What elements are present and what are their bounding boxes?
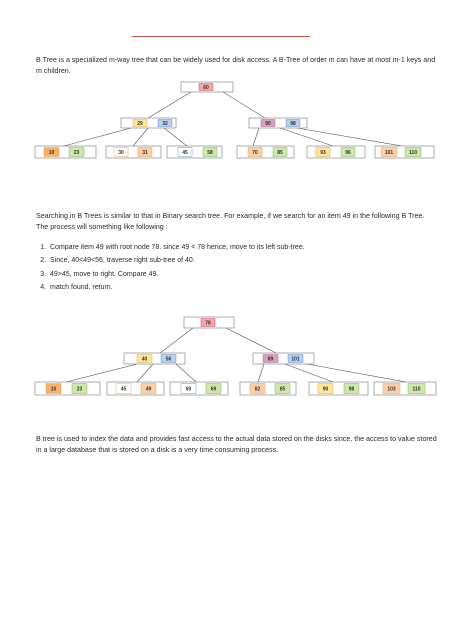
- tree1-internal-node-left: [121, 118, 176, 128]
- tree1-key: 98: [290, 121, 296, 127]
- tree2-key: 69: [210, 386, 217, 393]
- search-step: 1. Compare item 49 with root node 78. since 49 < 78 hence, move to its left sub-tree.: [48, 241, 448, 254]
- tree2-key: 56: [165, 356, 172, 363]
- tree1-key: 60: [203, 85, 209, 91]
- tree1-key: 45: [182, 150, 188, 156]
- tree2-key: 78: [205, 320, 211, 327]
- search-step: 4. match found, return.: [48, 281, 448, 294]
- tree2-root-node: [184, 317, 234, 328]
- tree1-key: 90: [265, 121, 271, 127]
- tree2-key: 98: [348, 386, 355, 393]
- tree1-internal-node-right: [249, 118, 307, 128]
- tree2-leaf-node: [170, 382, 228, 395]
- tree2-key: 40: [141, 356, 148, 363]
- tree2-internal-node-left: [124, 353, 185, 364]
- tree2-key: 82: [254, 386, 261, 393]
- tree2-leaf-node: [309, 382, 368, 395]
- tree2-key: 49: [145, 386, 152, 393]
- tree1-leaf-node: [167, 146, 222, 158]
- tree1-key: 30: [118, 150, 124, 156]
- tree1-leaf-node: [237, 146, 294, 158]
- tree1-key: 70: [252, 150, 258, 156]
- tree2-internal-node-right: [253, 353, 314, 364]
- search-step: 3. 49>45, move to right. Compare 49.: [48, 268, 448, 281]
- tree1-key: 93: [320, 150, 326, 156]
- tree1-edges: [64, 92, 402, 146]
- tree1-key: 23: [73, 150, 80, 156]
- tree2-leaf-node: [35, 382, 100, 395]
- tree2-leaf-node: [240, 382, 296, 395]
- tree1-key: 58: [207, 150, 213, 156]
- tree1-key: 10: [48, 150, 55, 156]
- tree1-leaf-node: [375, 146, 434, 158]
- b-tree-diagram-2: [0, 312, 474, 402]
- search-step: 2. Since, 40<49<56, traverse right sub-tree of 40.: [48, 254, 448, 267]
- tree1-key: 110: [408, 150, 418, 156]
- tree1-key: 96: [345, 150, 351, 156]
- tree2-edges: [66, 328, 406, 382]
- tree2-key: 60: [185, 386, 192, 393]
- tree1-leaf-node: [106, 146, 161, 158]
- header-rule: [132, 36, 310, 37]
- closing-paragraph: B tree is used to index the data and provides fast access to the actual data stored on the disks since, the access to value stored in a large database that is stored on a disk is a very time consuming process.: [36, 435, 437, 455]
- tree1-root-node: [181, 82, 233, 92]
- tree2-key: 101: [291, 356, 300, 363]
- b-tree-diagram-1: [0, 78, 474, 164]
- tree2-leaf-node: [374, 382, 436, 395]
- search-steps-list: [36, 241, 448, 295]
- tree1-key: 85: [277, 150, 283, 156]
- tree2-key: 103: [387, 386, 396, 393]
- tree2-key: 90: [322, 386, 329, 393]
- tree2-key: 45: [120, 386, 127, 393]
- tree1-key: 29: [137, 121, 143, 127]
- search-intro-paragraph: Searching in B Trees is similar to that in Binary search tree. For example, if we search for an item 49 in the following B Tree. The process will something like following :: [36, 212, 425, 232]
- tree1-key: 31: [142, 150, 148, 156]
- intro-paragraph: B Tree is a specialized m-way tree that can be widely used for disk access. A B-Tree of order m can have at most m-1 keys and m children.: [36, 56, 436, 76]
- tree2-key: 110: [412, 386, 421, 393]
- tree2-key: 89: [267, 356, 274, 363]
- tree2-key: 85: [279, 386, 286, 393]
- tree1-leaf-node: [35, 146, 96, 158]
- tree1-key: 32: [162, 121, 168, 127]
- tree1-leaf-node: [307, 146, 365, 158]
- tree2-key: 23: [76, 386, 83, 393]
- tree2-leaf-node: [107, 382, 164, 395]
- tree2-key: 10: [50, 386, 57, 393]
- tree1-key: 101: [384, 150, 394, 156]
